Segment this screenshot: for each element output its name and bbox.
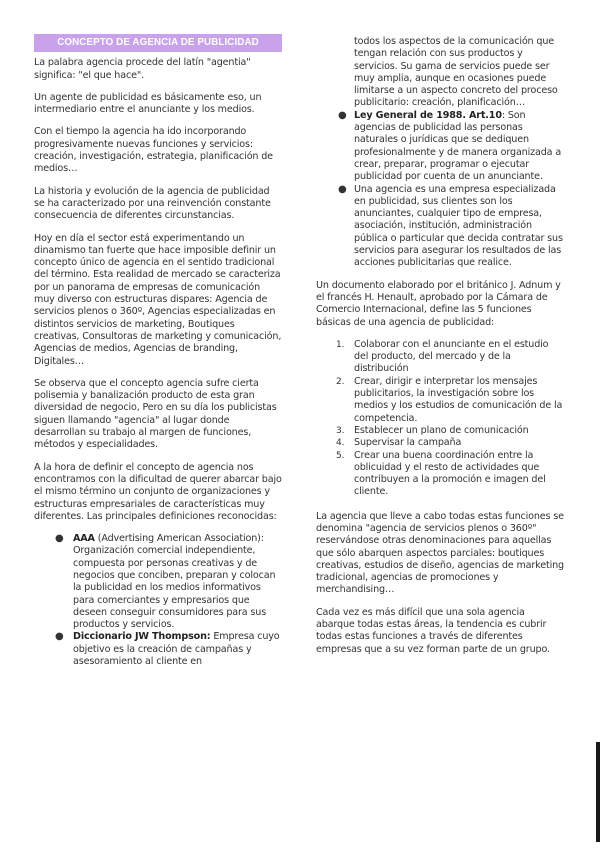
function-item [336,437,564,449]
definition-text: Una agencia es una empresa especializada en publicidad, sus clientes son los anunciantes, cualquier tipo de empresa, asociación, institución, administración pública o particular que decida contratar sus servicios para asegurar los resultados de las acciones publicitarias que realice. [354,183,563,269]
list-number: 3. [336,425,345,436]
paragraph: Se observa que el concepto agencia sufre cierta polisemia y banalización producto de esta gran diversidad de negocio, Pero en su día los publicistas siguen llamando "agencia" al lugar donde desarrollan su trabajo al margen de funciones, métodos y especialidades. [34,377,277,451]
definition-term: Ley General de 1988. Art.10 [354,109,502,121]
function-text: Crear una buena coordinación entre la oblicuidad y el resto de actividades que contribuyen a la promoción e imagen del cliente. [354,449,546,498]
paragraph: La agencia que lleve a cabo todas estas funciones se denomina "agencia de servicios plenos o 360º" reservándose otras denominaciones para aquellas que sólo abarquen aspectos parciales: boutiques creativas, estudios de diseño, agencias de marketing tradicional, agencias de promociones y merchandising… [316,510,564,596]
definition-list [55,533,282,668]
definition-term: Diccionario JW Thompson: [73,631,211,643]
definition-text: (Advertising American Association): Organización comercial independiente, compuesta por personas creativas y de negocios que conciben, preparan y colocan la publicidad en los medios informativos para comerciantes y empresarios que deseen conseguir consumidores para sus productos y servicios. [73,533,276,631]
function-item [336,375,564,425]
right-column [316,36,564,666]
function-item [336,449,564,499]
function-text: Colaborar con el anunciante en el estudio del producto, del mercado y de la distribución [354,338,549,375]
definition-item [338,109,564,184]
bullet-icon: ● [55,631,64,643]
function-text: Establecer un plano de comunicación [354,424,529,436]
definition-continuation: todos los aspectos de la comunicación que tengan relación con sus productos y servicios. Su gama de servicios puede ser muy amplia, aunque en ocasiones puede limitarse a un aspecto concreto del proceso publicitario: creación, planificación… [354,36,558,109]
definition-list [338,109,564,270]
functions-list [336,338,564,499]
definition-text: Empresa cuyo objetivo es la creación de campañas y asesoramiento al cliente en [73,631,280,668]
paragraph: Cada vez es más difícil que una sola agencia abarque todas estas áreas, la tendencia es cubrir todas estas funciones a través de diferentes empresas que a su vez forman parte de un grupo. [316,606,550,655]
bullet-icon: ● [338,109,347,121]
bullet-icon: ● [338,183,347,195]
definition-item [55,631,282,668]
function-item [336,424,564,437]
definition-item [55,533,282,631]
bullet-icon: ● [55,533,64,545]
function-item [336,338,564,376]
paragraph: Un documento elaborado por el británico J. Adnum y el francés H. Henault, aprobado por la Cámara de Comercio Internacional, define las 5 funciones básicas de una agencia de publicidad: [316,279,561,328]
page-edge-marker [596,742,600,842]
definition-term: AAA [73,533,95,545]
paragraph: La palabra agencia procede del latín "agentia" significa: "el que hace". [34,57,251,81]
function-text: Supervisar la campaña [354,437,462,449]
paragraph: Un agente de publicidad es básicamente eso, un intermediario entre el anunciante y los medios. [34,91,262,116]
paragraph: A la hora de definir el concepto de agencia nos encontramos con la dificultad de querer abarcar bajo el mismo término un conjunto de organizaciones y estructuras empresariales de características muy diferentes. Las principales definiciones reconocidas: [34,461,282,522]
paragraph: Hoy en día el sector está experimentando un dinamismo tan fuerte que hace imposible definir un concepto único de agencia en el sentido tradicional del término. Esta realidad de mercado se caracteriza por un panorama de empresas de comunicación muy diverso con estructuras dispares: Agencia de servicios plenos o 360º, Agencias especializadas en distintos servicios de marketing, Boutiques creativas, Consultoras de marketing y comunicación, Agencias de medios, Agencias de branding, Digitales… [34,232,282,367]
paragraph: La historia y evolución de la agencia de publicidad se ha caracterizado por una reinvención constante consecuencia de diferentes circunstancias. [34,185,271,222]
paragraph: Con el tiempo la agencia ha ido incorporando progresivamente nuevas funciones y servicios: creación, investigación, estrategia, planificación de medios… [34,126,273,175]
definition-text: : Son agencias de publicidad las personas naturales o jurídicas que se dediquen profesionalmente y de manera organizada a crear, preparar, programar o ejecutar publicidad por cuenta de un anunciante. [354,109,562,183]
list-number: 4. [336,438,345,449]
function-text: Crear, dirigir e interpretar los mensajes publicitarios, la investigación sobre los medios y los estudios de comunicación de la competencia. [354,375,563,424]
definition-item [338,183,564,270]
left-column [34,34,282,668]
page-title: CONCEPTO DE AGENCIA DE PUBLICIDAD [34,34,282,52]
list-number: 1. [336,339,345,350]
list-number: 5. [336,450,345,461]
list-number: 2. [336,376,345,387]
